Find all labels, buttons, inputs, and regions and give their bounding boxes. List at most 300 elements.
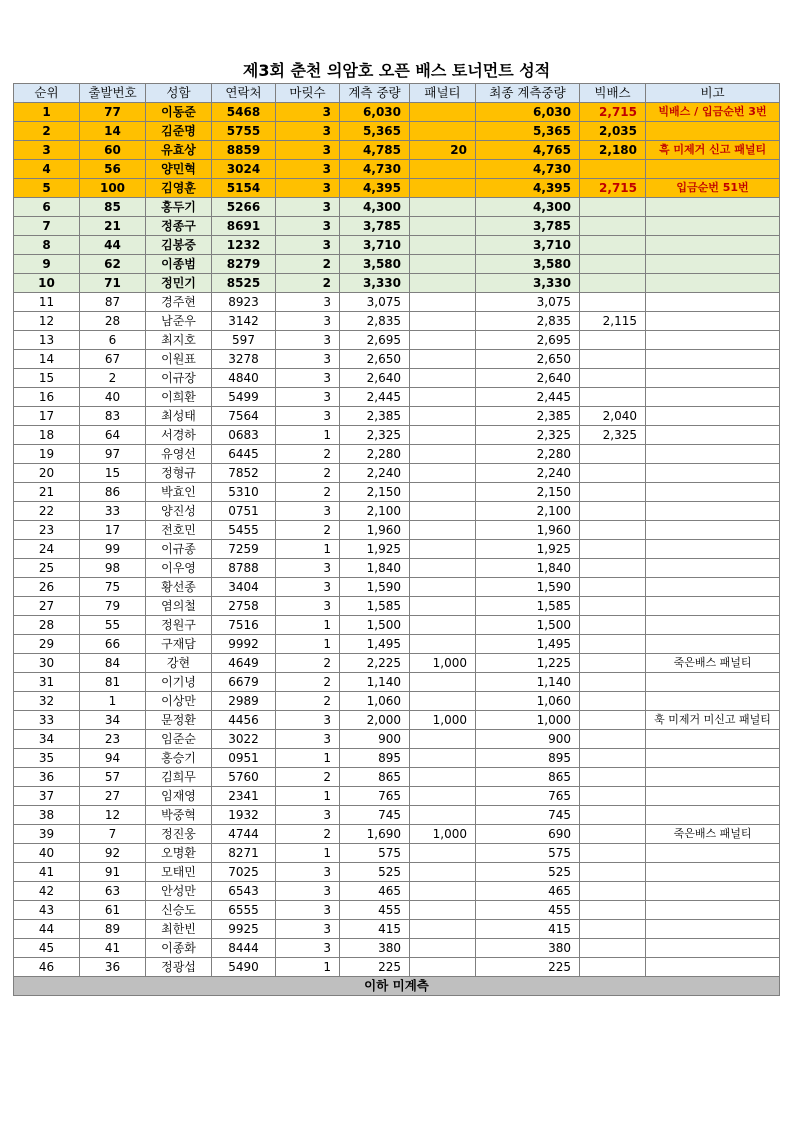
table-cell (410, 768, 476, 787)
column-header: 최종 계측중량 (476, 84, 580, 103)
table-cell: 1,140 (476, 673, 580, 692)
table-cell: 1,590 (476, 578, 580, 597)
table-cell: 44 (80, 236, 146, 255)
table-cell: 45 (14, 939, 80, 958)
table-cell: 5 (14, 179, 80, 198)
table-cell: 3 (276, 939, 340, 958)
table-cell: 2,180 (580, 141, 646, 160)
table-cell (646, 198, 780, 217)
table-cell: 2,325 (580, 426, 646, 445)
table-cell (580, 502, 646, 521)
table-cell: 1,000 (410, 654, 476, 673)
table-cell (410, 122, 476, 141)
table-cell: 8788 (212, 559, 276, 578)
table-row (14, 483, 780, 502)
table-cell (646, 578, 780, 597)
table-cell (580, 350, 646, 369)
table-cell: 41 (80, 939, 146, 958)
table-cell: 60 (80, 141, 146, 160)
table-cell (410, 559, 476, 578)
table-cell (580, 920, 646, 939)
table-cell: 3,580 (476, 255, 580, 274)
table-cell: 3 (276, 141, 340, 160)
table-row (14, 939, 780, 958)
table-cell: 2,280 (340, 445, 410, 464)
table-cell (410, 882, 476, 901)
table-cell: 9925 (212, 920, 276, 939)
table-cell: 2,695 (340, 331, 410, 350)
table-cell: 225 (476, 958, 580, 977)
table-cell (580, 559, 646, 578)
table-cell: 465 (340, 882, 410, 901)
table-cell: 57 (80, 768, 146, 787)
table-body (14, 103, 780, 977)
table-cell (580, 521, 646, 540)
table-cell: 3,710 (476, 236, 580, 255)
table-cell (580, 293, 646, 312)
table-cell: 0683 (212, 426, 276, 445)
table-cell: 895 (476, 749, 580, 768)
table-cell: 21 (14, 483, 80, 502)
table-cell (646, 635, 780, 654)
table-cell: 4840 (212, 369, 276, 388)
table-cell: 5499 (212, 388, 276, 407)
table-cell: 3,075 (476, 293, 580, 312)
table-row (14, 635, 780, 654)
table-cell: 56 (80, 160, 146, 179)
table-cell: 6445 (212, 445, 276, 464)
table-cell: 3 (276, 312, 340, 331)
table-cell (580, 597, 646, 616)
table-cell (646, 483, 780, 502)
table-cell (646, 160, 780, 179)
table-cell: 2,385 (340, 407, 410, 426)
table-cell: 2,240 (340, 464, 410, 483)
table-cell: 1,000 (410, 711, 476, 730)
table-cell: 1,000 (476, 711, 580, 730)
table-cell: 3 (276, 350, 340, 369)
table-row (14, 312, 780, 331)
table-cell (580, 844, 646, 863)
table-cell (410, 255, 476, 274)
table-cell: 2,225 (340, 654, 410, 673)
table-cell: 12 (80, 806, 146, 825)
table-cell: 19 (14, 445, 80, 464)
table-cell: 경주현 (146, 293, 212, 312)
table-cell: 3 (276, 578, 340, 597)
table-cell: 2,445 (340, 388, 410, 407)
table-cell: 2 (276, 445, 340, 464)
table-cell (646, 388, 780, 407)
table-cell: 30 (14, 654, 80, 673)
table-cell: 3404 (212, 578, 276, 597)
table-row (14, 616, 780, 635)
table-row (14, 464, 780, 483)
table-cell: 정원구 (146, 616, 212, 635)
table-cell: 5154 (212, 179, 276, 198)
table-cell: 4,395 (476, 179, 580, 198)
table-cell: 3142 (212, 312, 276, 331)
table-cell (410, 274, 476, 293)
table-cell (410, 958, 476, 977)
table-cell: 3,710 (340, 236, 410, 255)
table-cell: 1,495 (340, 635, 410, 654)
table-cell: 415 (340, 920, 410, 939)
table-cell (646, 863, 780, 882)
table-cell (646, 844, 780, 863)
table-cell: 9992 (212, 635, 276, 654)
table-row (14, 103, 780, 122)
table-cell: 훅 미제거 미신고 패널티 (646, 711, 780, 730)
table-cell: 43 (14, 901, 80, 920)
table-cell (580, 160, 646, 179)
table-cell: 7564 (212, 407, 276, 426)
table-cell (646, 445, 780, 464)
table-cell: 양진성 (146, 502, 212, 521)
table-cell: 6,030 (340, 103, 410, 122)
table-cell: 1 (276, 616, 340, 635)
table-cell: 2 (276, 274, 340, 293)
table-cell (410, 806, 476, 825)
table-cell: 2,650 (476, 350, 580, 369)
table-cell: 42 (14, 882, 80, 901)
table-cell (410, 635, 476, 654)
table-cell: 98 (80, 559, 146, 578)
table-cell: 455 (340, 901, 410, 920)
table-cell: 3 (276, 502, 340, 521)
table-row (14, 179, 780, 198)
table-cell (410, 616, 476, 635)
table-cell: 이기녕 (146, 673, 212, 692)
table-cell (410, 445, 476, 464)
table-cell (410, 217, 476, 236)
table-cell: 1,225 (476, 654, 580, 673)
table-cell: 415 (476, 920, 580, 939)
table-cell (580, 768, 646, 787)
table-cell: 1,140 (340, 673, 410, 692)
table-cell (646, 236, 780, 255)
table-cell: 455 (476, 901, 580, 920)
table-cell: 2 (80, 369, 146, 388)
table-cell: 92 (80, 844, 146, 863)
table-cell: 89 (80, 920, 146, 939)
table-cell: 83 (80, 407, 146, 426)
table-cell: 7 (80, 825, 146, 844)
table-cell: 895 (340, 749, 410, 768)
table-cell: 2,240 (476, 464, 580, 483)
table-cell: 33 (80, 502, 146, 521)
table-cell: 14 (14, 350, 80, 369)
table-cell: 26 (14, 578, 80, 597)
table-cell: 이종범 (146, 255, 212, 274)
table-cell: 2,100 (340, 502, 410, 521)
table-cell (410, 939, 476, 958)
table-cell: 690 (476, 825, 580, 844)
table-cell (646, 787, 780, 806)
table-cell: 1,585 (476, 597, 580, 616)
table-cell: 2 (276, 464, 340, 483)
table-cell: 3 (276, 198, 340, 217)
table-cell (646, 806, 780, 825)
table-cell: 225 (340, 958, 410, 977)
table-cell: 이규장 (146, 369, 212, 388)
table-cell: 84 (80, 654, 146, 673)
table-cell: 97 (80, 445, 146, 464)
table-cell: 3 (276, 179, 340, 198)
table-cell: 모태민 (146, 863, 212, 882)
table-cell: 3 (276, 730, 340, 749)
table-cell: 29 (14, 635, 80, 654)
table-cell (580, 255, 646, 274)
table-cell: 2,650 (340, 350, 410, 369)
table-cell (410, 844, 476, 863)
table-cell: 2,715 (580, 179, 646, 198)
table-cell: 유효상 (146, 141, 212, 160)
table-cell (580, 236, 646, 255)
table-cell: 7852 (212, 464, 276, 483)
table-cell: 2341 (212, 787, 276, 806)
table-cell (580, 825, 646, 844)
table-cell: 2,695 (476, 331, 580, 350)
table-row (14, 521, 780, 540)
table-cell: 6679 (212, 673, 276, 692)
table-cell: 정민기 (146, 274, 212, 293)
table-cell: 85 (80, 198, 146, 217)
table-row (14, 654, 780, 673)
table-cell (646, 616, 780, 635)
table-cell: 5755 (212, 122, 276, 141)
table-cell: 3 (276, 806, 340, 825)
table-cell: 1,840 (476, 559, 580, 578)
table-cell: 1,000 (410, 825, 476, 844)
table-cell: 3 (276, 882, 340, 901)
table-cell: 이우영 (146, 559, 212, 578)
table-cell (410, 236, 476, 255)
table-row (14, 198, 780, 217)
table-cell: 2 (276, 825, 340, 844)
table-cell: 17 (80, 521, 146, 540)
table-cell: 5455 (212, 521, 276, 540)
header-row (14, 84, 780, 103)
column-header: 빅배스 (580, 84, 646, 103)
table-cell: 3,580 (340, 255, 410, 274)
table-row (14, 388, 780, 407)
table-cell: 75 (80, 578, 146, 597)
table-cell: 김준명 (146, 122, 212, 141)
table-cell: 오명환 (146, 844, 212, 863)
table-cell: 3 (276, 559, 340, 578)
table-cell: 1,925 (340, 540, 410, 559)
table-cell: 1,495 (476, 635, 580, 654)
column-header: 마릿수 (276, 84, 340, 103)
table-cell (410, 730, 476, 749)
table-cell (580, 863, 646, 882)
table-cell (580, 274, 646, 293)
table-cell (580, 369, 646, 388)
table-cell (410, 521, 476, 540)
table-cell: 2,715 (580, 103, 646, 122)
table-cell: 44 (14, 920, 80, 939)
table-cell (410, 331, 476, 350)
table-cell: 1,500 (340, 616, 410, 635)
table-cell: 380 (476, 939, 580, 958)
table-cell (646, 920, 780, 939)
table-cell: 김영훈 (146, 179, 212, 198)
table-row (14, 597, 780, 616)
table-cell: 4649 (212, 654, 276, 673)
table-cell: 0951 (212, 749, 276, 768)
table-cell (410, 787, 476, 806)
column-header: 계측 중량 (340, 84, 410, 103)
table-cell: 8 (14, 236, 80, 255)
table-cell (410, 464, 476, 483)
table-cell: 28 (14, 616, 80, 635)
table-cell: 16 (14, 388, 80, 407)
table-cell: 1 (276, 635, 340, 654)
table-cell: 문정환 (146, 711, 212, 730)
table-cell: 3 (276, 863, 340, 882)
table-cell: 2,325 (476, 426, 580, 445)
table-cell: 27 (80, 787, 146, 806)
table-cell (580, 901, 646, 920)
table-cell: 8691 (212, 217, 276, 236)
table-row (14, 350, 780, 369)
table-cell: 1232 (212, 236, 276, 255)
table-cell (580, 198, 646, 217)
table-cell: 이종화 (146, 939, 212, 958)
table-cell: 2 (276, 255, 340, 274)
table-cell: 18 (14, 426, 80, 445)
table-cell (580, 464, 646, 483)
table-cell (410, 920, 476, 939)
table-cell: 24 (14, 540, 80, 559)
table-cell: 525 (476, 863, 580, 882)
table-cell (646, 331, 780, 350)
table-cell: 8279 (212, 255, 276, 274)
table-cell (580, 711, 646, 730)
table-row (14, 958, 780, 977)
table-cell: 정종구 (146, 217, 212, 236)
table-cell (646, 312, 780, 331)
table-cell: 3,785 (476, 217, 580, 236)
table-row (14, 673, 780, 692)
table-cell: 33 (14, 711, 80, 730)
table-cell (580, 673, 646, 692)
table-cell: 3 (276, 160, 340, 179)
table-cell (580, 578, 646, 597)
table-cell: 745 (340, 806, 410, 825)
table-cell: 임재영 (146, 787, 212, 806)
results-table (13, 58, 780, 996)
table-cell (410, 673, 476, 692)
table-cell (410, 198, 476, 217)
table-cell: 1 (276, 540, 340, 559)
table-cell (580, 388, 646, 407)
table-cell: 1,590 (340, 578, 410, 597)
table-cell (580, 730, 646, 749)
table-cell (410, 407, 476, 426)
table-cell: 32 (14, 692, 80, 711)
table-cell (646, 882, 780, 901)
results-sheet (13, 58, 779, 996)
table-cell: 3278 (212, 350, 276, 369)
table-cell: 구재담 (146, 635, 212, 654)
table-cell (646, 939, 780, 958)
table-cell: 2 (276, 654, 340, 673)
table-cell: 7025 (212, 863, 276, 882)
table-cell: 4744 (212, 825, 276, 844)
table-cell (580, 483, 646, 502)
table-cell: 3 (276, 920, 340, 939)
footer-note: 이하 미계측 (14, 977, 780, 996)
table-cell: 66 (80, 635, 146, 654)
table-cell: 2,000 (340, 711, 410, 730)
table-row (14, 369, 780, 388)
table-cell: 3 (276, 331, 340, 350)
table-cell: 홍두기 (146, 198, 212, 217)
table-cell: 5310 (212, 483, 276, 502)
table-cell: 정진웅 (146, 825, 212, 844)
table-cell: 2 (276, 768, 340, 787)
table-cell: 8859 (212, 141, 276, 160)
table-cell: 2,640 (340, 369, 410, 388)
table-cell: 1 (80, 692, 146, 711)
table-cell: 1 (14, 103, 80, 122)
table-cell: 1 (276, 749, 340, 768)
table-row (14, 749, 780, 768)
table-cell: 86 (80, 483, 146, 502)
table-cell: 신승도 (146, 901, 212, 920)
table-cell: 2,385 (476, 407, 580, 426)
table-cell (646, 768, 780, 787)
table-cell: 김봉중 (146, 236, 212, 255)
table-cell: 최성태 (146, 407, 212, 426)
table-cell: 79 (80, 597, 146, 616)
table-cell: 3,330 (340, 274, 410, 293)
table-cell: 양민혁 (146, 160, 212, 179)
table-cell: 2 (276, 521, 340, 540)
table-cell: 4,730 (476, 160, 580, 179)
table-cell (580, 958, 646, 977)
table-cell (646, 540, 780, 559)
table-cell: 37 (14, 787, 80, 806)
table-row (14, 122, 780, 141)
table-cell (410, 901, 476, 920)
table-cell: 27 (14, 597, 80, 616)
table-row (14, 711, 780, 730)
table-cell: 2 (276, 673, 340, 692)
table-cell: 남준우 (146, 312, 212, 331)
table-row (14, 787, 780, 806)
table-cell: 2,040 (580, 407, 646, 426)
column-header: 성함 (146, 84, 212, 103)
table-cell: 죽은배스 패널티 (646, 654, 780, 673)
table-row (14, 768, 780, 787)
table-cell: 77 (80, 103, 146, 122)
table-cell: 3 (276, 103, 340, 122)
table-cell: 7516 (212, 616, 276, 635)
table-cell: 2758 (212, 597, 276, 616)
table-cell: 15 (14, 369, 80, 388)
table-cell: 1,960 (340, 521, 410, 540)
table-cell: 황선종 (146, 578, 212, 597)
table-cell: 1932 (212, 806, 276, 825)
table-cell (410, 103, 476, 122)
table-cell: 8525 (212, 274, 276, 293)
table-row (14, 236, 780, 255)
table-row (14, 331, 780, 350)
table-cell: 20 (410, 141, 476, 160)
